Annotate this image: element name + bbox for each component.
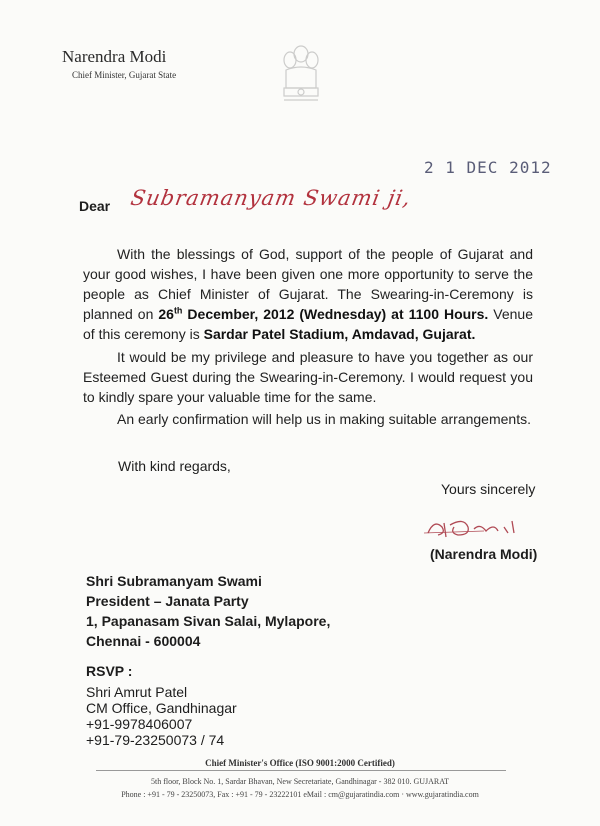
footer-divider bbox=[96, 770, 506, 771]
p1-venue: Sardar Patel Stadium, Amdavad, Gujarat. bbox=[203, 326, 476, 342]
rsvp-contact bbox=[86, 684, 237, 748]
p1-text-a: With the blessings of God, support of the people of Gujarat and your good wishes, I have been given one more opportunity to serve the people as Chief Minister of Gujarat. The Swearing-in-Ceremony is planned on bbox=[83, 246, 533, 322]
p1-date-time: December, 2012 (Wednesday) at 1100 Hours. bbox=[187, 306, 489, 322]
p1-text-c: Venue of this ceremony is bbox=[83, 306, 533, 342]
rsvp-office: CM Office, Gandhinagar bbox=[86, 700, 237, 716]
body-paragraph-3: An early confirmation will help us in making suitable arrangements. bbox=[117, 411, 531, 427]
rsvp-name: Shri Amrut Patel bbox=[86, 684, 188, 700]
rsvp-phone: +91-79-23250073 / 74 bbox=[86, 732, 225, 748]
recipient-designation: President – Janata Party bbox=[86, 593, 249, 609]
body-paragraph-2 bbox=[83, 347, 533, 407]
p1-day: 26 bbox=[158, 306, 174, 322]
signer-name: (Narendra Modi) bbox=[430, 546, 538, 562]
salutation: Dear bbox=[79, 198, 111, 214]
state-emblem-icon bbox=[276, 42, 326, 108]
recipient-name: Shri Subramanyam Swami bbox=[86, 573, 262, 589]
p2-text: It would be my privilege and pleasure to have you together as our Esteemed Guest during the Swearing-in-Ceremony. I would request you to kindly spare your valuable time for the same. bbox=[83, 349, 533, 405]
handwritten-addressee: Subramanyam Swami ji, bbox=[128, 186, 414, 210]
rsvp-mobile: +91-9978406007 bbox=[86, 716, 193, 732]
letterhead-title: Chief Minister, Gujarat State bbox=[72, 70, 177, 80]
footer-office: Chief Minister's Office (ISO 9001:2000 Certified) bbox=[205, 758, 395, 768]
closing-sincerely: Yours sincerely bbox=[441, 481, 536, 497]
p1-day-suffix: th bbox=[173, 305, 183, 316]
signature-image bbox=[424, 513, 542, 543]
letterhead-name: Narendra Modi bbox=[62, 47, 167, 66]
footer-contact: Phone : +91 - 79 - 23250073, Fax : +91 - 79 - 23222101 eMail : cm@gujaratindia.com · www.gujaratindia.com bbox=[121, 790, 479, 799]
recipient-address bbox=[86, 571, 330, 651]
rsvp-heading: RSVP : bbox=[86, 663, 133, 679]
date-stamp: 2 1 DEC 2012 bbox=[424, 158, 552, 177]
recipient-city: Chennai - 600004 bbox=[86, 633, 201, 649]
closing-regards: With kind regards, bbox=[118, 458, 231, 474]
recipient-street: 1, Papanasam Sivan Salai, Mylapore, bbox=[86, 613, 331, 629]
footer-address: 5th floor, Block No. 1, Sardar Bhavan, New Secretariate, Gandhinagar - 382 010. GUJARAT bbox=[150, 777, 450, 786]
body-paragraph-1 bbox=[83, 244, 533, 344]
